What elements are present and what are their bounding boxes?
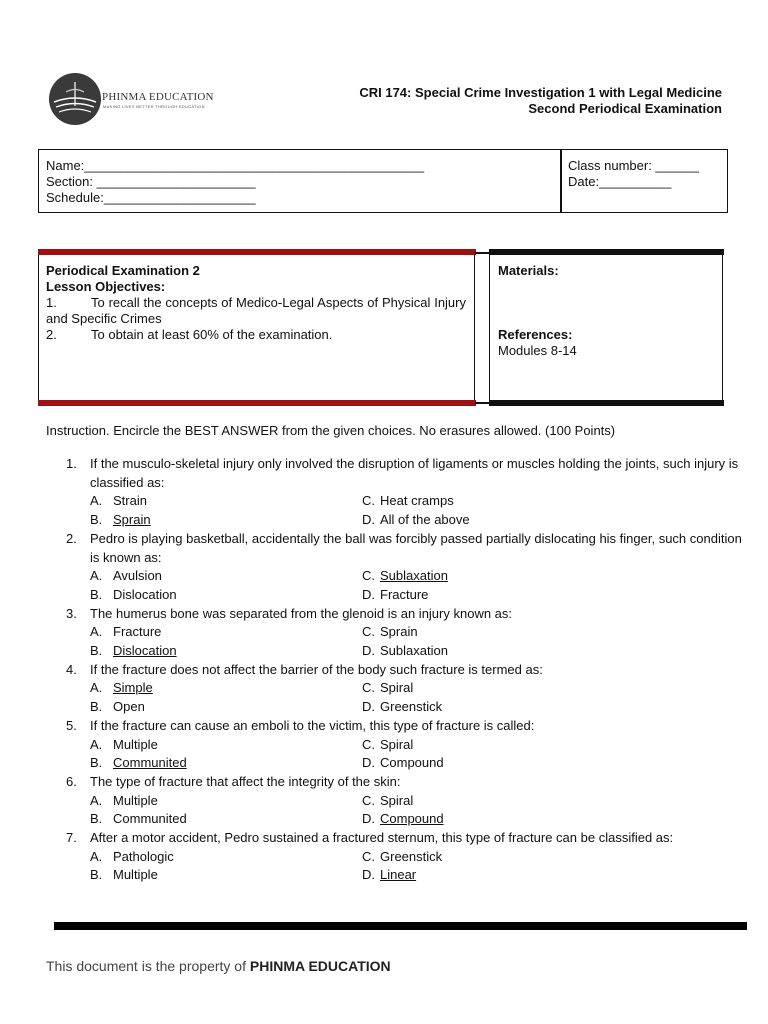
option-text: Avulsion: [113, 568, 162, 584]
option-row: [66, 866, 746, 885]
question-text: If the fracture can cause an emboli to the victim, this type of fracture is called:: [90, 717, 535, 733]
option-letter: B.: [90, 512, 103, 528]
option-letter: D.: [362, 811, 375, 827]
option-letter: C.: [362, 680, 375, 696]
option-text: Dislocation: [113, 586, 177, 602]
answer-option[interactable]: [362, 511, 634, 530]
option-text: Fracture: [113, 624, 162, 640]
option-text: Multiple: [113, 867, 158, 883]
answer-option[interactable]: [362, 736, 634, 755]
option-text: Communited: [113, 755, 187, 771]
question-item: [66, 661, 746, 717]
option-letter: A.: [90, 493, 103, 509]
question-number: 1.: [66, 456, 77, 471]
option-text: Dislocation: [113, 643, 177, 659]
option-letter: B.: [90, 867, 103, 883]
answer-option[interactable]: [90, 642, 362, 661]
option-text: Sprain: [380, 624, 418, 640]
option-text: Spiral: [380, 680, 414, 696]
option-letter: A.: [90, 792, 103, 808]
logo-tagline: MAKING LIVES BETTER THROUGH EDUCATION: [103, 104, 205, 109]
answer-option[interactable]: [90, 736, 362, 755]
option-letter: D.: [362, 586, 375, 602]
option-letter: A.: [90, 568, 103, 584]
question-number: 2.: [66, 530, 77, 546]
option-letter: B.: [90, 755, 103, 771]
option-text: Linear: [380, 867, 417, 883]
option-row: [66, 511, 746, 530]
question-stem: [66, 530, 746, 567]
option-letter: A.: [90, 736, 103, 752]
option-text: Fracture: [380, 586, 429, 602]
option-text: Heat cramps: [380, 493, 454, 509]
materials-top-bar: [489, 249, 724, 255]
option-text: Compound: [380, 811, 444, 827]
answer-option[interactable]: [362, 866, 634, 885]
answer-option[interactable]: [362, 492, 634, 511]
option-text: Spiral: [380, 736, 414, 752]
option-letter: D.: [362, 699, 375, 715]
question-item: [66, 773, 746, 829]
footer-rule: [54, 922, 747, 930]
option-letter: D.: [362, 755, 375, 771]
question-item: [66, 455, 746, 530]
name-field[interactable]: Name:_______________________________________________: [46, 158, 425, 173]
option-text: Spiral: [380, 792, 414, 808]
question-text: Pedro is playing basketball, accidentally the ball was forcibly passed partially dislocating his finger, such condition is known as:: [90, 530, 742, 565]
materials-content: [498, 263, 577, 359]
option-letter: B.: [90, 586, 103, 602]
answer-option[interactable]: [90, 586, 362, 605]
answer-option[interactable]: [362, 792, 634, 811]
question-stem: [66, 455, 746, 492]
option-row: [66, 642, 746, 661]
option-row: [66, 754, 746, 773]
question-number: 5.: [66, 717, 77, 733]
objective-num: 1.: [46, 295, 57, 310]
answer-option[interactable]: [362, 698, 634, 717]
schedule-field[interactable]: Schedule:_____________________: [46, 190, 256, 205]
logo-brand-text: PHINMA EDUCATION: [102, 91, 214, 103]
answer-option[interactable]: [90, 567, 362, 586]
section-field[interactable]: Section: ______________________: [46, 174, 256, 189]
box-connector-bottom: [475, 402, 489, 404]
answer-option[interactable]: [90, 866, 362, 885]
references-value: Modules 8-14: [498, 343, 577, 358]
box-connector-top: [475, 252, 489, 254]
option-text: Compound: [380, 755, 444, 771]
option-text: Sublaxation: [380, 643, 448, 659]
question-item: [66, 829, 746, 885]
course-title: CRI 174: Special Crime Investigation 1 with Legal Medicine: [359, 85, 722, 100]
option-letter: C.: [362, 848, 375, 864]
option-letter: B.: [90, 643, 103, 659]
objective-item: [46, 295, 466, 327]
option-letter: C.: [362, 568, 375, 584]
answer-option[interactable]: [90, 511, 362, 530]
question-stem: [66, 773, 746, 792]
option-text: Multiple: [113, 792, 158, 808]
objective-text: To obtain at least 60% of the examination.: [91, 327, 333, 342]
info-divider: [560, 150, 562, 212]
option-letter: C.: [362, 624, 375, 640]
option-text: Open: [113, 699, 145, 715]
objectives-bottom-bar: [38, 400, 476, 406]
option-text: Strain: [113, 493, 147, 509]
objectives-content: [46, 263, 466, 343]
option-letter: B.: [90, 811, 103, 827]
option-row: [66, 623, 746, 642]
instruction-text: Instruction. Encircle the BEST ANSWER from the given choices. No erasures allowed. (100 Points): [46, 423, 616, 438]
footer-text: [46, 958, 391, 974]
option-text: Simple: [113, 680, 153, 696]
footer-owner: PHINMA EDUCATION: [249, 958, 391, 974]
answer-option[interactable]: [90, 492, 362, 511]
question-text: The type of fracture that affect the integrity of the skin:: [90, 773, 401, 789]
answer-option[interactable]: [90, 623, 362, 642]
option-text: Pathologic: [113, 848, 174, 864]
objective-text: To recall the concepts of Medico-Legal Aspects of Physical Injury and Specific Crimes: [46, 295, 466, 326]
question-stem: [66, 605, 746, 624]
objective-num: 2.: [46, 327, 57, 342]
option-text: Multiple: [113, 736, 158, 752]
option-row: [66, 586, 746, 605]
question-stem: [66, 717, 746, 736]
date-field[interactable]: Date:__________: [568, 174, 672, 189]
exam-title-block: [359, 85, 722, 117]
option-row: [66, 736, 746, 755]
answer-option[interactable]: [90, 679, 362, 698]
student-info-box: [38, 149, 728, 213]
question-list: [66, 455, 746, 885]
answer-option[interactable]: [362, 567, 634, 586]
option-text: Sublaxation: [380, 568, 448, 584]
class-number-field[interactable]: Class number: ______: [568, 158, 699, 173]
option-letter: A.: [90, 624, 103, 640]
option-letter: C.: [362, 792, 375, 808]
option-row: [66, 698, 746, 717]
objectives-subheading: Lesson Objectives:: [46, 279, 166, 294]
option-text: Greenstick: [380, 699, 443, 715]
answer-option[interactable]: [90, 810, 362, 829]
phinma-logo: [48, 72, 218, 126]
option-row: [66, 792, 746, 811]
answer-option[interactable]: [90, 754, 362, 773]
question-number: 6.: [66, 773, 77, 789]
option-row: [66, 679, 746, 698]
option-row: [66, 567, 746, 586]
question-item: [66, 717, 746, 773]
answer-option[interactable]: [362, 679, 634, 698]
question-number: 3.: [66, 605, 77, 621]
option-letter: A.: [90, 848, 103, 864]
option-row: [66, 810, 746, 829]
answer-option[interactable]: [362, 586, 634, 605]
answer-option[interactable]: [90, 698, 362, 717]
materials-label: Materials:: [498, 263, 559, 278]
objective-item: [46, 327, 466, 343]
question-stem: [66, 661, 746, 680]
materials-bottom-bar: [489, 400, 724, 406]
answer-option[interactable]: [362, 848, 634, 867]
answer-option[interactable]: [362, 623, 634, 642]
question-stem: [66, 829, 746, 848]
logo-emblem-icon: [48, 72, 102, 126]
option-letter: C.: [362, 736, 375, 752]
objectives-box: [38, 249, 475, 406]
objectives-heading: Periodical Examination 2: [46, 263, 200, 278]
option-letter: B.: [90, 699, 103, 715]
option-letter: D.: [362, 867, 375, 883]
question-text: If the musculo-skeletal injury only involved the disruption of ligaments or muscles holding the joints, such injury is classified as:: [90, 456, 739, 490]
answer-option[interactable]: [362, 754, 634, 773]
option-letter: D.: [362, 512, 375, 528]
option-text: All of the above: [380, 512, 470, 528]
option-text: Communited: [113, 811, 187, 827]
question-text: The humerus bone was separated from the glenoid is an injury known as:: [90, 605, 513, 621]
exam-title: Second Periodical Examination: [528, 101, 722, 116]
references-label: References:: [498, 327, 573, 342]
student-info-right: [568, 158, 699, 190]
answer-option[interactable]: [362, 642, 634, 661]
question-item: [66, 605, 746, 661]
question-text: If the fracture does not affect the barrier of the body such fracture is termed as:: [90, 661, 543, 677]
answer-option[interactable]: [362, 810, 634, 829]
option-text: Sprain: [113, 512, 151, 528]
answer-option[interactable]: [90, 792, 362, 811]
student-info-left: [46, 158, 424, 206]
objectives-top-bar: [38, 249, 476, 255]
question-number: 4.: [66, 661, 77, 677]
option-text: Greenstick: [380, 848, 443, 864]
answer-option[interactable]: [90, 848, 362, 867]
option-letter: D.: [362, 643, 375, 659]
materials-box: [489, 249, 723, 406]
question-text: After a motor accident, Pedro sustained a fractured sternum, this type of fracture can be classified as:: [90, 830, 674, 846]
option-row: [66, 492, 746, 511]
option-row: [66, 848, 746, 867]
option-letter: A.: [90, 680, 103, 696]
question-number: 7.: [66, 830, 77, 846]
footer-prefix: This document is the property of: [46, 958, 250, 974]
question-item: [66, 530, 746, 605]
option-letter: C.: [362, 493, 375, 509]
